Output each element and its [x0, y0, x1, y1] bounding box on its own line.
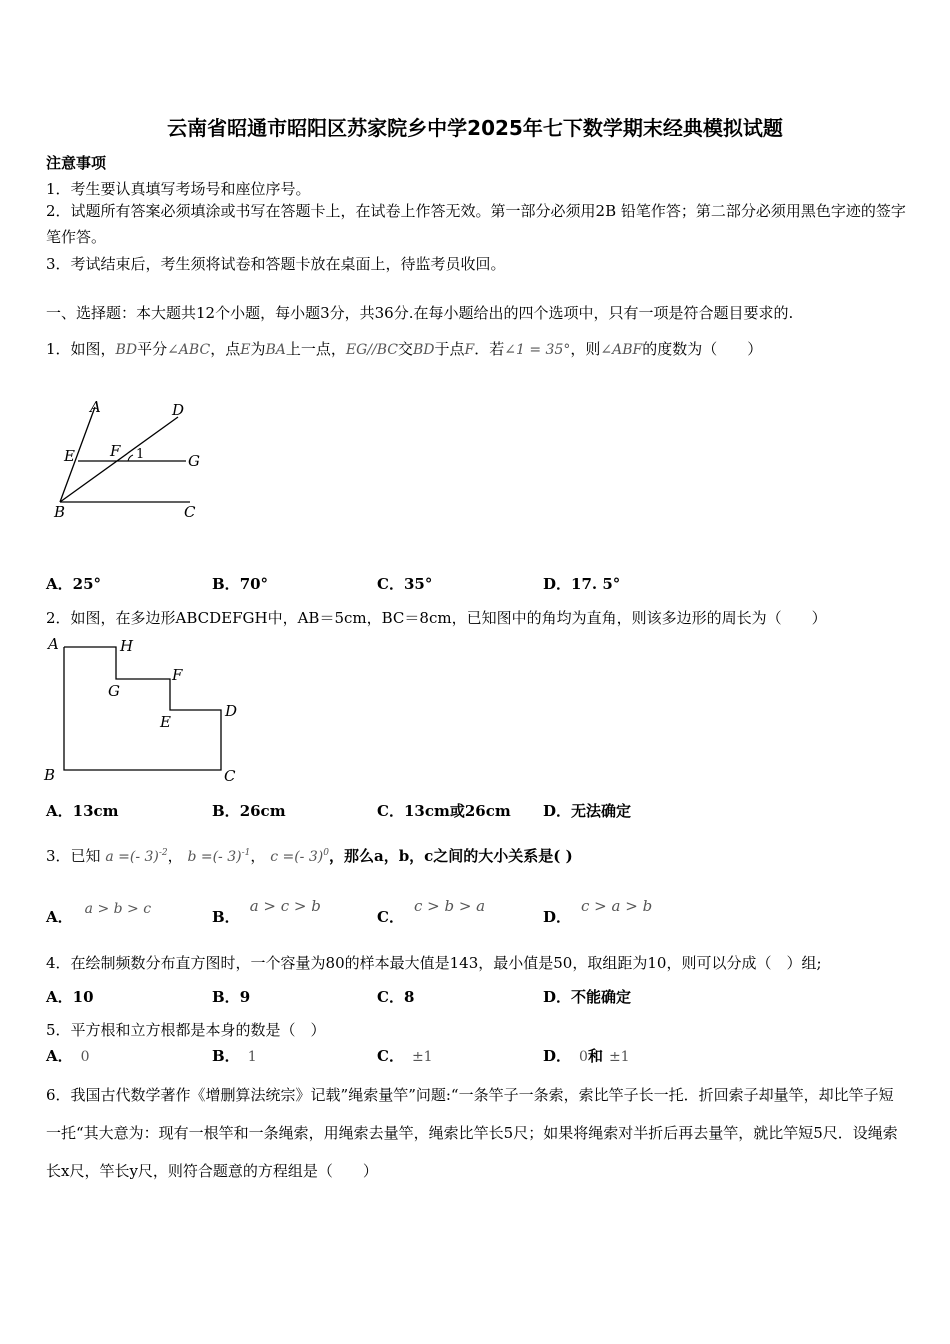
question-5-stem: 5．平方根和立方根都是本身的数是（ ）	[46, 1021, 326, 1039]
label-f: F	[110, 442, 121, 460]
notice-heading: 注意事项	[46, 154, 107, 172]
q1-option-c[interactable]: C．35°	[377, 575, 433, 593]
q3-option-c[interactable]: C．c > b > a	[377, 897, 486, 926]
q4-option-a[interactable]: A．10	[46, 988, 94, 1006]
label-d: D	[172, 401, 185, 419]
label-angle-1: 1	[136, 447, 145, 462]
question-6-stem: 6．我国古代数学著作《增删算法统宗》记载”绳索量竿”问题:“一条竿子一条索，索比竿子长一托．折回索子却量竿，却比竿子短一托“其大意为：现有一根竿和一条绳索，用绳索去量竿，绳索比竿长5尺；如果将绳索对半折后再去量竿，就比竿短5尺．设绳索长x尺，竿长y尺，则符合题意的方程组是（ ）	[46, 1086, 898, 1180]
label-g: G	[108, 682, 120, 700]
angle-1-arc	[128, 455, 133, 461]
q1-option-d[interactable]: D．17. 5°	[543, 575, 621, 593]
question-4-stem: 4．在绘制频数分布直方图时，一个容量为80的样本最大值是143，最小值是50，取组距为10，则可以分成（ ）组;	[46, 954, 822, 972]
q5-option-a[interactable]: A． 0	[46, 1047, 90, 1065]
q2-option-c[interactable]: C．13cm或26cm	[377, 802, 511, 820]
label-a: A	[90, 398, 101, 416]
question-1-figure	[40, 395, 220, 530]
q2-option-a[interactable]: A．13cm	[46, 802, 119, 820]
page-title: 云南省昭通市昭阳区苏家院乡中学2025年七下数学期末经典模拟试题	[167, 116, 783, 140]
q1-option-b[interactable]: B．70°	[212, 575, 269, 593]
q3-option-b[interactable]: B．a > c > b	[212, 897, 321, 926]
label-b: B	[44, 766, 56, 784]
question-3-stem: 3．已知 a =(- 3)$^{-2}$， b =(- 3)$^{-1}$， c =(- 3)$^0$，那么a，b，c之间的大小关系是( )	[46, 847, 573, 865]
q5-option-c[interactable]: C． ±1	[377, 1047, 433, 1065]
label-g: G	[188, 452, 200, 470]
polygon-abcdefgh	[64, 647, 221, 770]
question-2-stem: 2．如图，在多边形ABCDEFGH中，AB＝5cm，BC＝8cm，已知图中的角均为直角，则该多边形的周长为（ ）	[46, 609, 827, 627]
label-c: C	[184, 503, 196, 521]
q3-option-d[interactable]: D．c > a > b	[543, 897, 653, 926]
label-a: A	[48, 635, 59, 653]
label-b: B	[54, 503, 66, 521]
notice-item-3: 3．考试结束后，考生须将试卷和答题卡放在桌面上，待监考员收回。	[46, 255, 506, 273]
notice-item-1: 1．考生要认真填写考场号和座位序号。	[46, 180, 311, 198]
question-1-stem: 1．如图，BD平分∠ABC，点E为BA上一点，EG//BC交BD于点F．若∠1 = 35°，则∠ABF的度数为（ ）	[46, 340, 763, 358]
q2-option-d[interactable]: D．无法确定	[543, 802, 632, 820]
q5-option-b[interactable]: B． 1	[212, 1047, 257, 1065]
label-d: D	[225, 702, 238, 720]
section-1-heading: 一、选择题：本大题共12个小题，每小题3分，共36分.在每小题给出的四个选项中，只有一项是符合题目要求的.	[46, 304, 794, 322]
q3-option-a[interactable]: A． a > b > c	[46, 901, 152, 926]
q4-option-b[interactable]: B．9	[212, 988, 251, 1006]
label-h: H	[120, 637, 134, 655]
q1-option-a[interactable]: A．25°	[46, 575, 102, 593]
q4-option-c[interactable]: C．8	[377, 988, 415, 1006]
label-e: E	[64, 447, 75, 465]
question-2-figure	[40, 632, 250, 787]
q5-option-d[interactable]: D． 0和 ±1	[543, 1047, 630, 1065]
label-f: F	[172, 666, 183, 684]
q4-option-d[interactable]: D．不能确定	[543, 988, 632, 1006]
label-e: E	[160, 713, 171, 731]
label-c: C	[224, 767, 236, 785]
notice-item-2: 2．试题所有答案必须填涂或书写在答题卡上，在试卷上作答无效。第一部分必须用2B 铅笔作答；第二部分必须用黑色字迹的签字笔作答。	[46, 202, 906, 246]
q2-option-b[interactable]: B．26cm	[212, 802, 286, 820]
